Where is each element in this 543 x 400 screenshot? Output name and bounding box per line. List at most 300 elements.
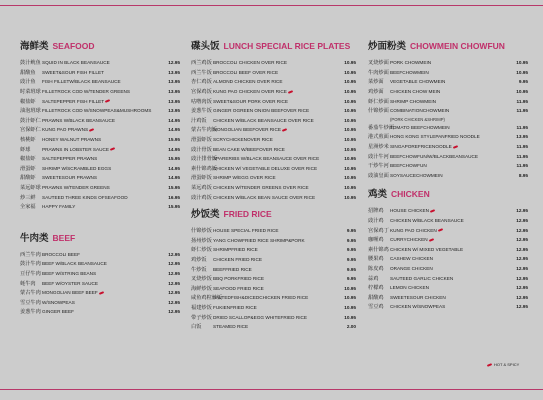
seafood-section [20, 38, 180, 212]
menu-item-name-wrap [213, 257, 338, 262]
chili-pepper-icon [453, 145, 458, 149]
menu-item-english-name: FUKIENFRIED RICE [213, 304, 257, 310]
menu-item-name-wrap [390, 237, 510, 242]
menu-item-name-wrap [213, 295, 338, 300]
menu-item-english-name: PRAWNS W/TENDER GREENS [42, 185, 110, 191]
menu-item-subtitle: (PORK CHICKEN &SHRIMP) [390, 116, 445, 122]
menu-item-row [20, 77, 180, 87]
chicken-items [368, 206, 528, 312]
menu-item-row [191, 264, 356, 274]
menu-item-name-wrap [390, 79, 510, 84]
menu-item-english-name: SWEET&SOUR PORK OVER RICE [213, 98, 289, 104]
menu-item-english-name: COMBINATIONCHOWMEIN [390, 108, 450, 114]
menu-item-english-name: KUNG PAO CHICKEN [390, 227, 437, 233]
menu-item-price: 12.95 [168, 270, 180, 276]
menu-item-name-wrap [42, 60, 162, 65]
menu-item-chinese-name: 鼓汁鱿鱼 [20, 60, 41, 67]
menu-item-chinese-name: 什锦炒饭 [191, 228, 212, 235]
menu-item-chinese-name: 椒盐虾 [20, 98, 36, 105]
menu-item-english-name: ORANGE CHICKEN [390, 265, 433, 271]
chili-pepper-icon [99, 291, 104, 295]
menu-item-english-name: DRIED SCALLOP&EGG WHITEFRIED RICE [213, 314, 308, 320]
menu-item-english-name: BROCCOLI BEEF OVER RICE [213, 69, 279, 75]
menu-item-chinese-name: 汁鸡饭 [191, 117, 207, 124]
menu-item-price: 2.00 [346, 324, 356, 330]
menu-item-price: 10.95 [344, 314, 356, 320]
menu-item-name-wrap [213, 70, 338, 75]
menu-item-name-wrap [390, 154, 510, 159]
menu-item-name-wrap [213, 305, 338, 310]
chicken-section [368, 186, 528, 312]
menu-item-price: 10.95 [344, 69, 356, 75]
menu-item-english-name: BEAN CAKE W/BEEFOVER RICE [213, 146, 285, 152]
menu-item-row [368, 96, 528, 106]
menu-item-row [191, 144, 356, 154]
menu-item-price: 10.95 [344, 304, 356, 310]
menu-item-chinese-name: 鼓汁虾仁 [20, 117, 41, 124]
menu-item-english-name: SCRYCHICKENOVER RICE [213, 137, 273, 143]
menu-item-chinese-name: 豉汁鸡饭 [191, 194, 212, 201]
menu-item-chinese-name: 菜炒面 [368, 79, 384, 86]
menu-item-price: 10.95 [516, 69, 528, 75]
section-title-cn: 海鲜类 [20, 41, 49, 52]
menu-item-row [191, 245, 356, 255]
menu-item-price: 11.95 [516, 108, 528, 114]
menu-item-row [368, 142, 528, 152]
menu-item-price: 14.95 [168, 146, 180, 152]
menu-item-chinese-name: 陈皮鸡 [368, 265, 384, 272]
menu-item-row [368, 151, 528, 161]
menu-item-name-wrap [213, 228, 338, 233]
menu-item-english-name: MONGOLIAN BEEFOVER RICE [213, 127, 281, 133]
menu-item-english-name: CHICKEN W/BLACK BEAN SAUCE OVER RICE [213, 194, 316, 200]
menu-item-price: 10.95 [344, 98, 356, 104]
menu-item-row [20, 288, 180, 298]
menu-item-chinese-name: 椒盐虾 [20, 156, 36, 163]
menu-item-name-wrap [42, 166, 162, 171]
menu-item-english-name: FILLETROCK COD W/SNOWPEAS&MUSHROOMS [42, 108, 152, 114]
menu-item-row [191, 283, 356, 293]
section-title-en: LUNCH SPECIAL RICE PLATES [223, 41, 351, 51]
menu-item-english-name: PRAWNS W/BLACK BEANSAUCE [42, 117, 116, 123]
menu-item-chinese-name: 牛炒饭 [191, 266, 207, 273]
menu-item-name-wrap [390, 125, 510, 130]
menu-item-row [20, 250, 180, 260]
menu-item-english-name: CHICKEN W/ MIXED VEGETABLE [390, 246, 464, 252]
menu-item-price: 12.95 [516, 218, 528, 224]
menu-item-row [368, 225, 528, 235]
menu-item-row [368, 292, 528, 302]
menu-item-price: 10.95 [516, 60, 528, 66]
menu-item-row [368, 254, 528, 264]
menu-item-price: 10.95 [344, 285, 356, 291]
menu-item-row [191, 322, 356, 332]
menu-item-name-wrap [213, 195, 338, 200]
menu-item-chinese-name: 招牌鸡 [368, 208, 384, 215]
menu-item-english-name: SWEET&SOUR FISH FILLET [42, 69, 104, 75]
menu-item-english-name: BEEFCHOWFUN [390, 163, 427, 169]
menu-item-name-wrap [42, 137, 162, 142]
menu-item-chinese-name: 甜酸鱼 [20, 69, 36, 76]
menu-item-name-wrap [42, 204, 162, 209]
menu-item-chinese-name: 豉汁骨饭 [191, 146, 212, 153]
chicken-section-title [368, 186, 528, 200]
menu-item-english-name: SWEETESOUR PRAWNS [42, 175, 98, 181]
menu-item-price: 9.95 [346, 276, 356, 282]
menu-item-english-name: ALMOND CHICKEN OVER RICE [213, 79, 283, 85]
menu-item-chinese-name: 蒜鸡 [368, 275, 379, 282]
menu-item-english-name: HOUSE SPECIAL FRIED RICE [213, 228, 279, 234]
menu-item-english-name: CURRYCHICKEN [390, 237, 428, 243]
menu-item-chinese-name: 叉烧炒饭 [191, 276, 212, 283]
menu-item-english-name: CHICKEN W/BLACK BEANSAUCE OVER RICE [213, 117, 314, 123]
menu-item-english-name: BEEF W/STRING BEANS [42, 270, 97, 276]
chili-pepper-icon [428, 238, 433, 242]
beef-section-title [20, 230, 180, 244]
menu-item-row [368, 206, 528, 216]
chili-pepper-icon [89, 128, 94, 132]
menu-item-name-wrap [390, 144, 510, 149]
beef-items [20, 250, 180, 317]
menu-item-price: 13.95 [168, 89, 180, 95]
menu-item-name-wrap [390, 266, 510, 271]
menu-item-name-wrap [213, 127, 338, 132]
menu-item-price: 11.95 [516, 124, 528, 130]
seafood-section-title [20, 38, 180, 52]
menu-item-row [20, 269, 180, 279]
chili-pepper-icon [282, 128, 287, 132]
menu-item-english-name: W/SNOWPEAS [42, 299, 75, 305]
menu-item-chinese-name: 海鲜炒饭 [191, 285, 212, 292]
menu-item-english-name: SALTEPEPPER PRAWNS [42, 156, 98, 162]
menu-item-row [191, 236, 356, 246]
menu-item-name-wrap [213, 324, 338, 329]
menu-item-price: 12.95 [168, 299, 180, 305]
menu-item-price: 14.95 [168, 127, 180, 133]
menu-item-english-name: HOUSE CHICKEN [390, 208, 430, 214]
menu-item-name-wrap [213, 156, 338, 161]
menu-item-name-wrap [390, 173, 510, 178]
middle-column [191, 34, 356, 331]
menu-item-chinese-name: 甜酸鸡 [368, 294, 384, 301]
menu-item-name-wrap [390, 218, 510, 223]
menu-item-row [20, 164, 180, 174]
menu-item-chinese-name: 干炒牛河 [368, 163, 389, 170]
menu-item-row [191, 192, 356, 202]
menu-item-row [20, 278, 180, 288]
menu-item-english-name: SALTEDFISH&DICEDCHICKEN FRIED RICE [213, 295, 309, 301]
menu-item-price: 9.95 [518, 79, 528, 85]
menu-item-price: 12.95 [168, 60, 180, 66]
menu-item-name-wrap [42, 118, 162, 123]
menu-item-name-wrap [390, 134, 510, 139]
bottom-accent-line [0, 389, 543, 390]
menu-item-english-name: BEEFFRIED RICE [213, 266, 252, 272]
menu-item-price: 12.95 [168, 309, 180, 315]
menu-item-price: 9.95 [346, 247, 356, 253]
menu-item-row [191, 135, 356, 145]
menu-item-price: 14.95 [168, 117, 180, 123]
menu-item-name-wrap [213, 118, 338, 123]
menu-item-chinese-name: 星洲炒米 [368, 144, 389, 151]
menu-item-english-name: LEMON CHICKEN [390, 285, 430, 291]
lunch-items [191, 58, 356, 202]
menu-item-name-wrap [42, 99, 162, 104]
chili-pepper-icon [487, 363, 492, 367]
menu-item-row [20, 192, 180, 202]
menu-item-chinese-name: 滑蛋虾 [20, 165, 36, 172]
menu-item-price: 10.95 [344, 295, 356, 301]
section-title-en: SEAFOOD [52, 41, 95, 51]
menu-item-english-name: CHICKEN W/SNOWPEAS [390, 304, 446, 310]
menu-item-price: 15.95 [168, 185, 180, 191]
menu-item-row [20, 259, 180, 269]
menu-item-chinese-name: 全家福 [20, 204, 36, 211]
menu-item-price: 8.95 [518, 172, 528, 178]
menu-item-price: 15.95 [168, 156, 180, 162]
menu-item-english-name: KUNG PAO CHICKEN OVER RICE [213, 89, 287, 95]
menu-item-chinese-name: 菜远鸡饭 [191, 185, 212, 192]
menu-item-price: 12.95 [516, 294, 528, 300]
menu-item-english-name: SHRIMP CHOWMEIN [390, 98, 437, 104]
menu-item-chinese-name: 白饭 [191, 324, 202, 331]
menu-item-name-wrap [42, 70, 162, 75]
menu-item-row [20, 106, 180, 116]
menu-item-price: 12.95 [168, 280, 180, 286]
menu-item-name-wrap [42, 309, 162, 314]
menu-item-row [368, 77, 528, 87]
chili-pepper-icon [430, 209, 435, 213]
menu-item-english-name: MONGOLIAN BEEF BEEF [42, 290, 98, 296]
menu-item-name-wrap [42, 89, 162, 94]
menu-item-english-name: KUNG PAO PRAWNS [42, 127, 89, 133]
section-title-en: FRIED RICE [223, 208, 272, 219]
menu-item-price: 10.95 [344, 175, 356, 181]
menu-item-price: 12.95 [516, 237, 528, 243]
menu-item-row [368, 273, 528, 283]
menu-item-price: 10.95 [344, 108, 356, 114]
menu-item-row [20, 307, 180, 317]
menu-item-row [20, 116, 180, 126]
menu-item-english-name: PORK CHOWMEIN [390, 60, 432, 66]
menu-item-name-wrap [213, 60, 338, 65]
menu-item-english-name: CASHEW CHICKEN [390, 256, 433, 262]
menu-item-english-name: SHRIMP W/SCRAMBLED EGGS [42, 165, 112, 171]
menu-item-price: 10.95 [344, 127, 356, 133]
menu-item-chinese-name: 叉烧炒面 [368, 60, 389, 67]
menu-item-english-name: CHICKEN W/BLACK BEANSAUCE [390, 218, 464, 224]
menu-item-price: 10.95 [516, 89, 528, 95]
menu-item-chinese-name: 豉汁鸡 [368, 218, 384, 225]
menu-item-english-name: STEAMED RICE [213, 324, 249, 330]
spicy-legend [486, 362, 519, 367]
menu-item-english-name: SOYSAUCECHOWMEIN [390, 172, 443, 178]
menu-item-name-wrap [213, 286, 338, 291]
menu-item-price: 9.95 [346, 256, 356, 262]
menu-item-price: 16.95 [168, 194, 180, 200]
menu-item-chinese-name: 杏仁鸡饭 [191, 79, 212, 86]
menu-item-chinese-name: 雪豆鸡 [368, 304, 384, 311]
menu-item-english-name: PRAWNS IN LOBSTER SAUCE [42, 146, 110, 152]
menu-item-row [20, 68, 180, 78]
menu-item-chinese-name: 鸡炒面 [368, 89, 384, 96]
menu-item-name-wrap [42, 271, 162, 276]
menu-item-chinese-name: 西兰牛饭 [191, 69, 212, 76]
menu-item-row [368, 87, 528, 97]
chili-pepper-icon [110, 148, 115, 152]
menu-item-row [368, 123, 528, 133]
menu-item-price: 12.95 [168, 251, 180, 257]
menu-item-chinese-name: 蒙古牛肉 [20, 290, 41, 297]
menu-item-row [368, 68, 528, 78]
menu-item-price: 12.95 [516, 304, 528, 310]
menu-item-row [191, 183, 356, 193]
menu-item-row [191, 154, 356, 164]
menu-item-chinese-name: 时菜班球 [20, 89, 41, 96]
menu-item-english-name: SAUTEED GARLIC CHICKEN [390, 275, 454, 281]
menu-item-price: 15.95 [168, 137, 180, 143]
menu-item-english-name: CHICKEN W/ VEGETABLE DELUXE OVER RICE [213, 165, 318, 171]
menu-item-english-name: SAUTEED THREE KINDS OFSEAFOOD [42, 194, 128, 200]
menu-item-english-name: FISH FILLETW/BLACK BEANSAUCE [42, 79, 121, 85]
menu-item-chinese-name: 豉汁牛河 [368, 153, 389, 160]
left-column [20, 34, 180, 317]
menu-item-row [368, 302, 528, 312]
menu-item-name-wrap [390, 295, 510, 300]
chili-pepper-icon [105, 100, 110, 104]
menu-item-price: 12.95 [516, 256, 528, 262]
menu-item-name-wrap [390, 208, 510, 213]
menu-item-row [368, 58, 528, 68]
menu-item-chinese-name: 菜远虾球 [20, 185, 41, 192]
menu-item-price: 10.95 [344, 156, 356, 162]
menu-item-price: 12.95 [516, 265, 528, 271]
menu-item-row [20, 144, 180, 154]
menu-item-row [191, 87, 356, 97]
menu-item-name-wrap [213, 247, 338, 252]
menu-item-row [191, 106, 356, 116]
menu-item-name-wrap [42, 195, 162, 200]
menu-item-name-wrap [213, 315, 338, 320]
menu-item-row [368, 283, 528, 293]
menu-item-row [191, 125, 356, 135]
menu-item-price: 12.95 [516, 227, 528, 233]
menu-item-english-name: BEEF W/BLACK BEANSAUCE [42, 261, 107, 267]
menu-item-row [368, 264, 528, 274]
menu-item-name-wrap [213, 147, 338, 152]
menu-item-name-wrap [213, 89, 338, 94]
menu-item-price: 10.95 [344, 185, 356, 191]
menu-item-english-name: SQUID IN BLACK BEANSAUCE [42, 60, 110, 66]
menu-item-price: 12.95 [516, 246, 528, 252]
menu-item-price: 13.95 [168, 108, 180, 114]
section-title-en: BEEF [52, 232, 76, 243]
section-title-en: CHOWMEIN CHOWFUN [410, 41, 505, 51]
section-title-cn: 牛肉类 [20, 232, 49, 244]
menu-item-english-name: BEEFCHOWFUN/W/BLACKBEANSAUCE [390, 153, 479, 159]
menu-item-chinese-name: 鼓汁牛肉 [20, 261, 41, 268]
menu-item-row [368, 132, 528, 142]
menu-item-english-name: FILLETROCK COD W/TENDER GREENS [42, 89, 131, 95]
seafood-items [20, 58, 180, 212]
menu-item-row [368, 235, 528, 245]
menu-item-english-name: SHRIMP W/EGG OVER RICE [213, 175, 276, 181]
menu-item-name-wrap [213, 238, 338, 243]
menu-item-chinese-name: 咸鱼鸡粒炒饭 [191, 295, 223, 302]
menu-item-english-name: SHRIMPFRIED RICE [213, 247, 258, 253]
menu-item-price: 11.95 [516, 98, 528, 104]
menu-item-price: 13.95 [168, 79, 180, 85]
menu-item-chinese-name: 豉油皇面 [368, 172, 389, 179]
menu-item-chinese-name: 核桃虾 [20, 137, 36, 144]
section-title-cn: 鸡类 [368, 189, 388, 201]
menu-item-chinese-name: 姜葱牛饭 [191, 108, 212, 115]
menu-item-name-wrap [213, 137, 338, 142]
menu-item-name-wrap [42, 261, 162, 266]
menu-item-chinese-name: 滑蛋虾饭 [191, 175, 212, 182]
menu-item-row [368, 245, 528, 255]
menu-item-name-wrap [213, 166, 338, 171]
menu-item-chinese-name: 咕噜肉饭 [191, 98, 212, 105]
menu-item-price: 12.95 [516, 208, 528, 214]
menu-item-name-wrap [213, 185, 338, 190]
menu-item-chinese-name: 宫保鸡饭 [191, 89, 212, 96]
menu-item-english-name: SINGAPOREFRICENOODLE [390, 144, 452, 150]
lunch-section [191, 38, 356, 202]
menu-item-price: 10.95 [344, 146, 356, 152]
menu-item-row [368, 216, 528, 226]
menu-item-price: 12.95 [168, 261, 180, 267]
menu-item-chinese-name: 蚝牛肉 [20, 280, 36, 287]
menu-item-name-wrap [42, 300, 162, 305]
menu-item-row [20, 96, 180, 106]
menu-item-chinese-name: 豉汁鱼 [20, 79, 36, 86]
menu-item-price: 11.95 [516, 163, 528, 169]
menu-item-row [191, 58, 356, 68]
chili-pepper-icon [288, 90, 293, 94]
menu-item-name-wrap [390, 285, 510, 290]
menu-item-chinese-name: 鸡炒饭 [191, 256, 207, 263]
menu-item-english-name: BEEF W/OYSTER SAUCE [42, 280, 98, 286]
menu-item-english-name: CHICKEN W/TENDER GREENS OVER RICE [213, 185, 309, 191]
menu-item-row [191, 173, 356, 183]
menu-item-chinese-name: 虾仁炒饭 [191, 247, 212, 254]
menu-item-chinese-name: 西兰鸡饭 [191, 60, 212, 67]
menu-item-english-name: HAPPY FAMILY [42, 204, 76, 210]
menu-item-price: 9.95 [346, 266, 356, 272]
menu-item-name-wrap [42, 185, 162, 190]
menu-item-chinese-name: 牛肉炒面 [368, 69, 389, 76]
menu-item-name-wrap [42, 175, 162, 180]
menu-item-chinese-name: 素什锦鸡 [368, 246, 389, 253]
spicy-legend-label: HOT & SPICY [494, 362, 520, 367]
menu-item-chinese-name: 虾球 [20, 146, 31, 153]
menu-item-price: 11.95 [516, 144, 528, 150]
menu-item-name-wrap [390, 99, 510, 104]
menu-item-row [191, 77, 356, 87]
menu-item-name-wrap [42, 156, 162, 161]
menu-item-price: 14.95 [168, 175, 180, 181]
menu-item-chinese-name: 港式煎面 [368, 134, 389, 141]
menu-item-name-wrap [42, 108, 162, 113]
menu-item-row [191, 68, 356, 78]
menu-item-row [191, 116, 356, 126]
menu-item-chinese-name: 豉汁排骨饭 [191, 156, 217, 163]
menu-item-price: 12.95 [516, 285, 528, 291]
menu-item-english-name: SWEETESOUR CHICKEN [390, 294, 446, 300]
menu-item-row [191, 226, 356, 236]
menu-item-price: 12.95 [516, 275, 528, 281]
